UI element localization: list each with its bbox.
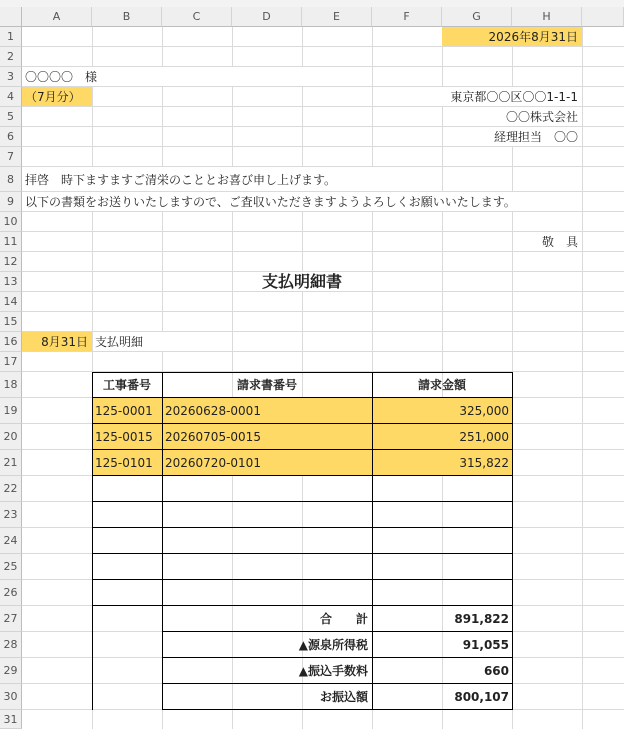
summary-label-total[interactable]: 合 計 [319, 612, 368, 626]
document-date[interactable]: 2026年8月31日 [488, 30, 578, 44]
row-header[interactable]: 30 [0, 684, 22, 710]
column-header-b[interactable]: B [92, 7, 162, 27]
column-header-f[interactable]: F [372, 7, 442, 27]
row-header[interactable]: 31 [0, 710, 22, 729]
row-header[interactable]: 1 [0, 27, 22, 47]
table-border [92, 397, 513, 398]
sender-company[interactable]: 〇〇株式会社 [505, 110, 578, 124]
row-header[interactable]: 2 [0, 47, 22, 67]
column-header-d[interactable]: D [232, 7, 302, 27]
row-header[interactable]: 28 [0, 632, 22, 658]
table-cell-work-no[interactable]: 125-0015 [95, 430, 153, 444]
table-cell-amount[interactable]: 325,000 [459, 404, 509, 418]
payment-label[interactable]: 支払明細 [95, 335, 144, 349]
table-header-invoice-no[interactable]: 請求書番号 [236, 378, 297, 392]
sender-address[interactable]: 東京都〇〇区〇〇1-1-1 [450, 90, 578, 104]
gridline [22, 311, 624, 312]
column-header-e[interactable]: E [302, 7, 372, 27]
sender-person[interactable]: 経理担当 〇〇 [493, 130, 578, 144]
row-header[interactable]: 18 [0, 372, 22, 398]
table-border [92, 475, 513, 476]
row-header[interactable]: 9 [0, 192, 22, 212]
table-header-amount[interactable]: 請求金額 [417, 378, 466, 392]
column-header-h[interactable]: H [512, 7, 582, 27]
table-cell-amount[interactable]: 315,822 [459, 456, 509, 470]
gridline [582, 27, 583, 729]
summary-value-transfer[interactable]: 800,107 [454, 690, 509, 704]
row-header[interactable]: 15 [0, 312, 22, 332]
table-border [92, 423, 513, 424]
row-header[interactable]: 27 [0, 606, 22, 632]
row-header[interactable]: 7 [0, 147, 22, 167]
summary-label-withholding[interactable]: ▲源泉所得税 [298, 638, 368, 652]
row-header[interactable]: 17 [0, 352, 22, 372]
row-header[interactable]: 21 [0, 450, 22, 476]
select-all-corner[interactable] [0, 7, 22, 27]
column-header-c[interactable]: C [162, 7, 232, 27]
row-header[interactable]: 8 [0, 167, 22, 192]
letter-line-1[interactable]: 拝啓 時下ますますご清栄のこととお喜び申し上げます。 [25, 173, 337, 187]
table-border [92, 372, 513, 373]
row-header[interactable]: 4 [0, 87, 22, 107]
row-header[interactable]: 26 [0, 580, 22, 606]
table-cell-invoice-no[interactable]: 20260720-0101 [165, 456, 261, 470]
row-header[interactable]: 16 [0, 332, 22, 352]
table-cell-work-no[interactable]: 125-0001 [95, 404, 153, 418]
table-cell-invoice-no[interactable]: 20260628-0001 [165, 404, 261, 418]
summary-value-withholding[interactable]: 91,055 [462, 638, 509, 652]
row-header[interactable]: 24 [0, 528, 22, 554]
payment-date[interactable]: 8月31日 [41, 335, 88, 349]
table-border [162, 631, 513, 632]
summary-label-transfer[interactable]: お振込額 [319, 690, 368, 704]
row-header[interactable]: 22 [0, 476, 22, 502]
column-header-g[interactable]: G [442, 7, 512, 27]
summary-value-total[interactable]: 891,822 [454, 612, 509, 626]
recipient-name[interactable]: 〇〇〇〇 様 [25, 70, 98, 84]
row-header[interactable]: 19 [0, 398, 22, 424]
table-border [92, 527, 513, 528]
row-header[interactable]: 25 [0, 554, 22, 580]
row-header[interactable]: 14 [0, 292, 22, 312]
table-cell-amount[interactable]: 251,000 [459, 430, 509, 444]
letter-closing[interactable]: 敬 具 [541, 235, 578, 249]
row-header[interactable]: 13 [0, 272, 22, 292]
table-border [92, 553, 513, 554]
row-header[interactable]: 23 [0, 502, 22, 528]
table-border [162, 683, 513, 684]
table-cell-work-no[interactable]: 125-0101 [95, 456, 153, 470]
row-header[interactable]: 12 [0, 252, 22, 272]
row-header[interactable]: 5 [0, 107, 22, 127]
row-header[interactable]: 3 [0, 67, 22, 87]
table-border [92, 449, 513, 450]
row-header[interactable]: 20 [0, 424, 22, 450]
summary-label-fee[interactable]: ▲振込手数料 [298, 664, 368, 678]
table-border [92, 501, 513, 502]
table-border [92, 605, 513, 606]
column-header-blank [582, 7, 624, 27]
summary-value-fee[interactable]: 660 [483, 664, 509, 678]
column-header-a[interactable]: A [22, 7, 92, 27]
table-header-work-no[interactable]: 工事番号 [102, 378, 151, 392]
row-header[interactable]: 6 [0, 127, 22, 147]
letter-line-2[interactable]: 以下の書類をお送りいたしますので、ご査収いただきますようよろしくお願いいたします。 [25, 195, 516, 209]
table-cell-invoice-no[interactable]: 20260705-0015 [165, 430, 261, 444]
row-header[interactable]: 11 [0, 232, 22, 252]
row-header[interactable]: 29 [0, 658, 22, 684]
row-header[interactable]: 10 [0, 212, 22, 232]
toolbar-strip [0, 0, 624, 7]
document-title[interactable]: 支払明細書 [261, 272, 342, 291]
table-border [92, 579, 513, 580]
table-border [162, 709, 513, 710]
table-border [162, 657, 513, 658]
period-label[interactable]: （7月分） [25, 90, 81, 104]
